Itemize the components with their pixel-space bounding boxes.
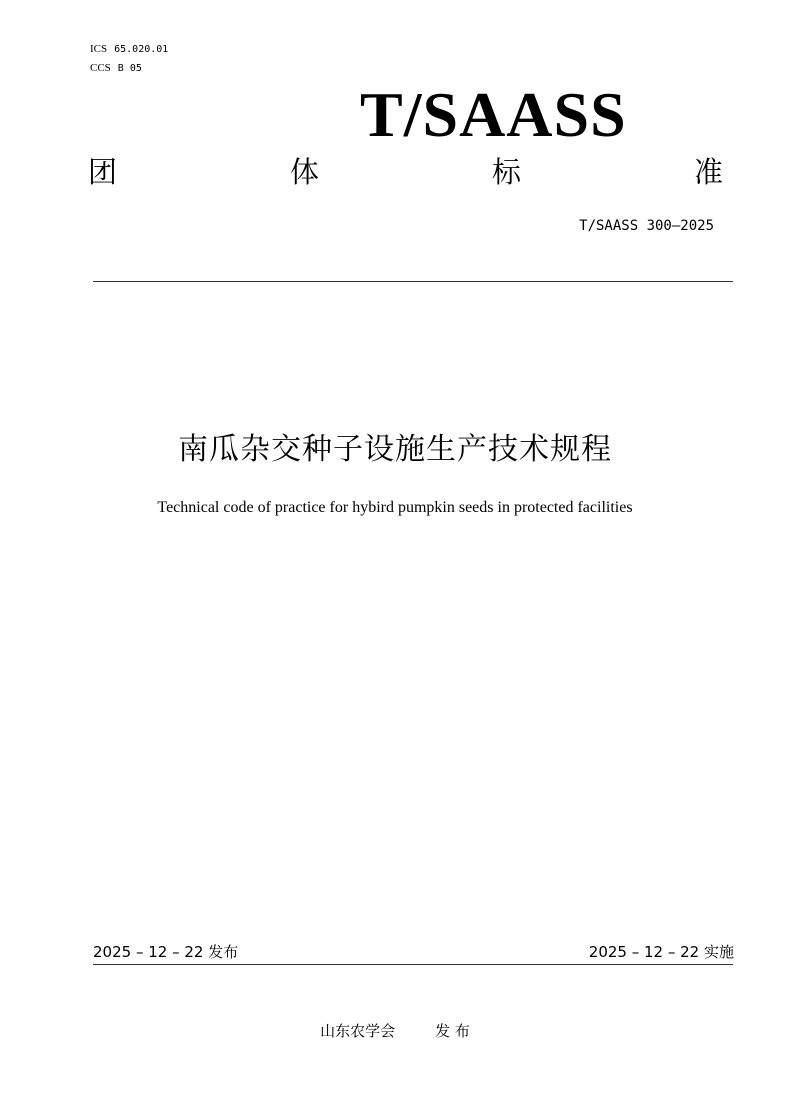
ccs-line bbox=[90, 61, 142, 76]
top-divider bbox=[93, 281, 733, 282]
ics-code: 65.020.01 bbox=[114, 44, 169, 55]
title-english: Technical code of practice for hybird pumpkin seeds in protected facilities bbox=[157, 499, 633, 516]
category-char-1: 团 bbox=[88, 155, 118, 189]
category-char-3: 标 bbox=[492, 155, 522, 189]
ccs-label: CCS bbox=[90, 62, 111, 74]
publisher-line bbox=[0, 1020, 790, 1042]
standard-number: T/SAASS 300—2025 bbox=[579, 218, 714, 234]
category-char-4: 准 bbox=[694, 155, 724, 189]
ics-line bbox=[90, 42, 168, 57]
implement-date: 2025 – 12 – 22 实施 bbox=[588, 943, 734, 961]
organization-mark: T/SAASS bbox=[360, 79, 627, 150]
ccs-code: B 05 bbox=[117, 63, 142, 74]
publisher-name: 山东农学会 bbox=[320, 1022, 396, 1040]
title-chinese: 南瓜杂交种子设施生产技术规程 bbox=[178, 432, 612, 467]
publish-word: 发 布 bbox=[435, 1022, 470, 1040]
category-char-2: 体 bbox=[290, 155, 320, 189]
bottom-divider bbox=[93, 964, 733, 965]
publish-date: 2025 – 12 – 22 发布 bbox=[93, 943, 239, 961]
ics-label: ICS bbox=[90, 43, 108, 55]
